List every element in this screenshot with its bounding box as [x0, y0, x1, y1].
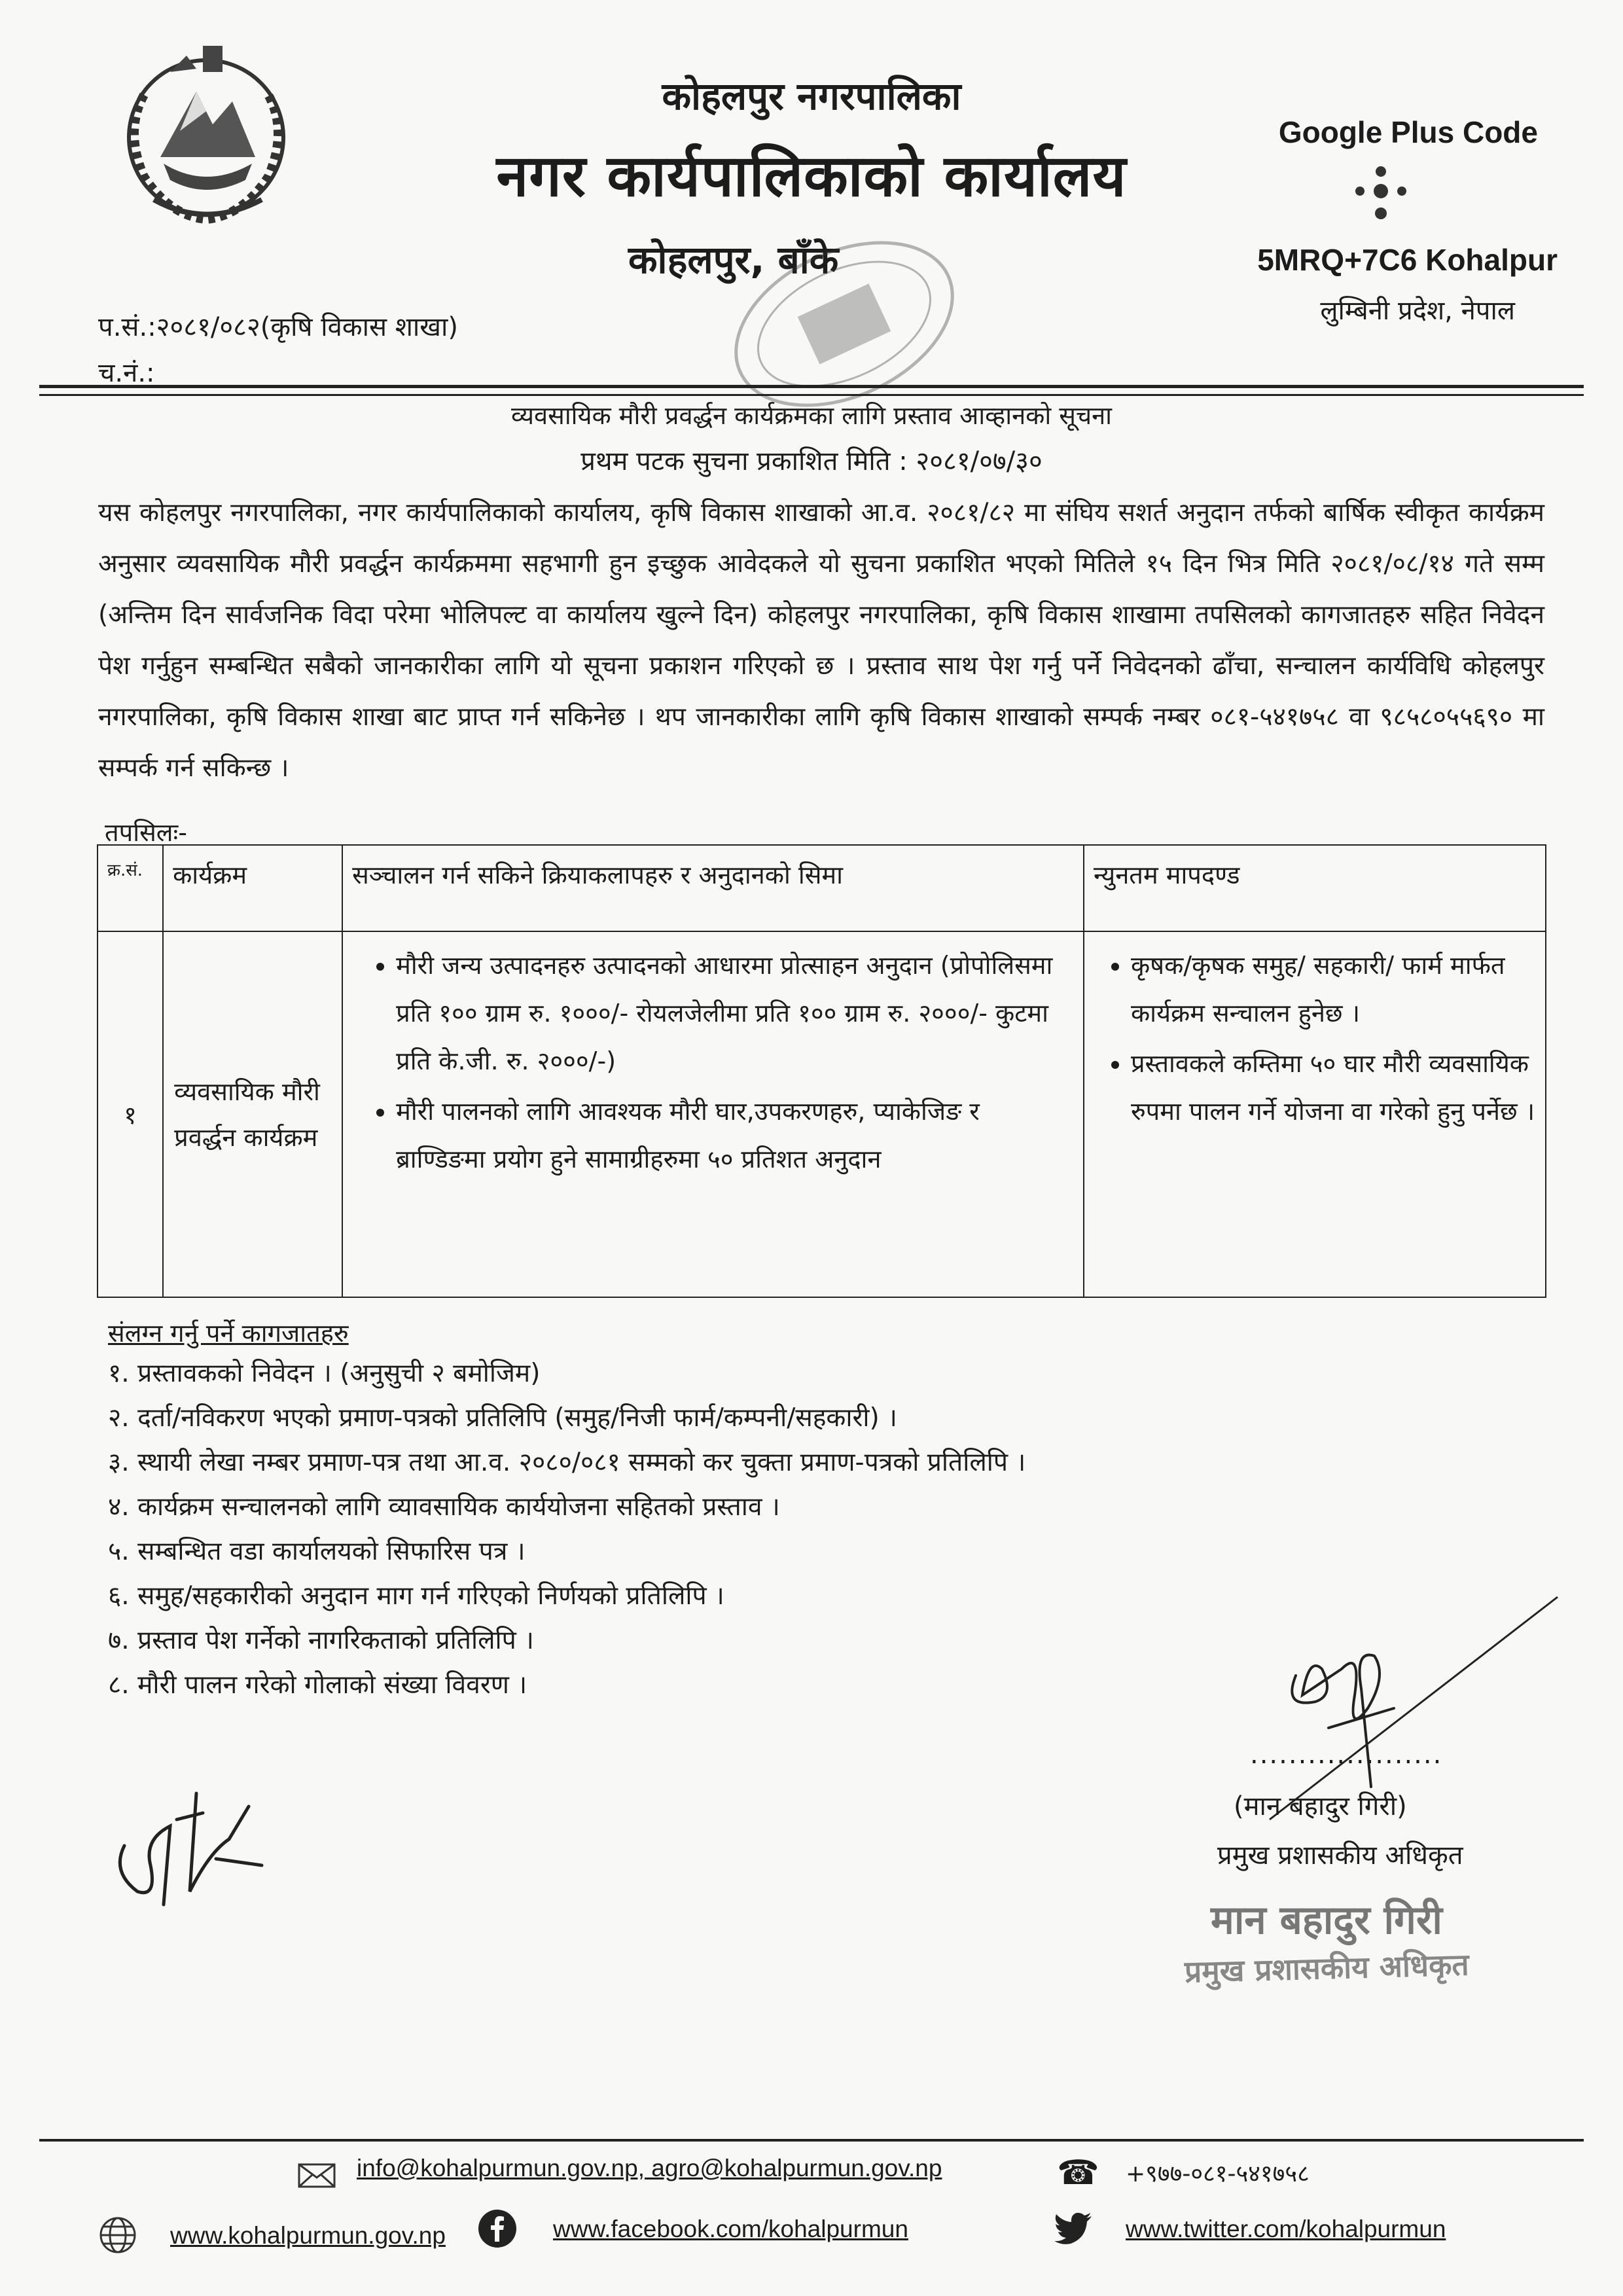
list-item: • मौरी जन्य उत्पादनहरु उत्पादनको आधारमा प्रोत्साहन अनुदान (प्रोपोलिसमा प्रति १०० ग्राम रु. १०००/- रोयलजेलीमा प्रति १०० ग्राम रु. २०००/- कुटमा प्रति के.जी. रु. २०००/-)	[396, 942, 1076, 1085]
table-header-row	[98, 845, 1546, 931]
table-header-cell: सञ्चालन गर्न सकिने क्रियाकलापहरु र अनुदानको सिमा	[342, 845, 1084, 931]
table-header-cell: क्र.सं.	[98, 845, 163, 931]
signatory-name: (मान बहादुर गिरी)	[1234, 1791, 1407, 1821]
telephone-icon: ☎	[1057, 2153, 1099, 2193]
details-label: तपसिलः-	[105, 818, 187, 847]
phone-number: +९७७-०८१-५४१७५८	[1126, 2161, 1310, 2187]
list-item: ३. स्थायी लेखा नम्बर प्रमाण-पत्र तथा आ.व. २०८०/०८१ सम्मको कर चुक्ता प्रमाण-पत्रको प्रतिलिपि ।	[108, 1448, 1026, 1477]
plus-code-dots-icon	[1348, 164, 1414, 229]
title-stamp: प्रमुख प्रशासकीय अधिकृत	[1184, 1946, 1470, 1990]
header-divider	[39, 394, 1584, 396]
notice-body: यस कोहलपुर नगरपालिका, नगर कार्यपालिकाको कार्यालय, कृषि विकास शाखाको आ.व. २०८१/८२ मा संघिय सशर्त अनुदान तर्फको बार्षिक स्वीकृत कार्यक्रम अनुसार व्यवसायिक मौरी प्रवर्द्धन कार्यक्रममा सहभागी हुन इच्छुक आवेदकले यो सुचना प्रकाशित भएको मितिले १५ दिन भित्र मिति २०८१/०८/१४ गते सम्म (अन्तिम दिन सार्वजनिक विदा परेमा भोलिपल्ट वा कार्यालय खुल्ने दिन) कोहलपुर नगरपालिका, कृषि विकास शाखामा तपसिलको कागजातहरु सहित निवेदन पेश गर्नुहुन सम्बन्धित सबैको जानकारीका लागि यो सूचना प्रकाशन गरिएको छ । प्रस्ताव साथ पेश गर्नु पर्ने निवेदनको ढाँचा, सन्चालन कार्यविधि कोहलपुर नगरपालिका, कृषि विकास शाखा बाट प्राप्त गर्न सकिनेछ । थप जानकारीका लागि कृषि विकास शाखाको सम्पर्क नम्बर ०८१-५४१७५८ वा ९८५८०५५६९० मा सम्पर्क गर्न सकिन्छ ।	[98, 498, 1544, 783]
list-item: ४. कार्यक्रम सन्चालनको लागि व्यावसायिक कार्ययोजना सहितको प्रस्ताव ।	[108, 1492, 780, 1522]
reference-number: प.सं.:२०८१/०८२(कृषि विकास शाखा)	[98, 312, 458, 342]
envelope-icon	[298, 2163, 336, 2188]
list-item: • कृषक/कृषक समुह/ सहकारी/ फार्म मार्फत कार्यक्रम सन्चालन हुनेछ ।	[1131, 942, 1538, 1037]
office-name: नगर कार्यपालिकाको कार्यालय	[496, 142, 1127, 209]
table-header-cell: न्युनतम मापदण्ड	[1084, 845, 1546, 931]
activities-cell	[342, 931, 1084, 1297]
office-location: कोहलपुर, बाँके	[628, 238, 839, 282]
list-item: • प्रस्तावकले कम्तिमा ५० घार मौरी व्यवसायिक रुपमा पालन गर्ने योजना वा गरेको हुनु पर्नेछ ।	[1131, 1040, 1538, 1136]
list-item: ५. सम्बन्धित वडा कार्यालयको सिफारिस पत्र ।	[108, 1537, 526, 1566]
list-item: २. दर्ता/नविकरण भएको प्रमाण-पत्रको प्रतिलिपि (समुह/निजी फार्म/कम्पनी/सहकारी) ।	[108, 1403, 897, 1433]
signatory-title: प्रमुख प्रशासकीय अधिकृत	[1217, 1840, 1463, 1871]
email-link[interactable]: info@kohalpurmun.gov.np, agro@kohalpurmun.gov.np	[357, 2155, 942, 2181]
signature-line: ....................	[1250, 1740, 1443, 1770]
footer-divider	[39, 2139, 1584, 2142]
list-item: ७. प्रस्ताव पेश गर्नेको नागरिकताको प्रतिलिपि ।	[108, 1626, 534, 1655]
plus-code-title: Google Plus Code	[1278, 115, 1538, 149]
criteria-cell	[1084, 931, 1546, 1297]
province: लुम्बिनी प्रदेश, नेपाल	[1320, 296, 1515, 326]
attachments-heading: संलग्न गर्नु पर्ने कागजातहरु	[108, 1319, 349, 1348]
plus-code: 5MRQ+7C6 Kohalpur	[1257, 243, 1558, 277]
facebook-link[interactable]: www.facebook.com/kohalpurmun	[553, 2215, 908, 2242]
header-divider	[39, 385, 1584, 388]
dispatch-number: च.नं.:	[98, 358, 155, 388]
program-cell: व्यवसायिक मौरी प्रवर्द्धन कार्यक्रम	[163, 931, 342, 1297]
list-item: • मौरी पालनको लागि आवश्यक मौरी घार,उपकरणहरु, प्याकेजिङ र ब्राण्डिङमा प्रयोग हुने सामाग्रीहरुमा ५० प्रतिशत अनुदान	[396, 1088, 1076, 1183]
twitter-icon	[1054, 2212, 1093, 2245]
facebook-icon	[478, 2209, 517, 2248]
name-stamp: मान बहादुर गिरी	[1211, 1897, 1442, 1943]
notice-subject: व्यवसायिक मौरी प्रवर्द्धन कार्यक्रमका लागि प्रस्ताव आव्हानको सूचना	[510, 401, 1113, 430]
list-item: ६. समुह/सहकारीको अनुदान माग गर्न गरिएको निर्णयको प्रतिलिपि ।	[108, 1581, 724, 1611]
table-header-cell: कार्यक्रम	[163, 845, 342, 931]
globe-icon	[98, 2215, 137, 2255]
handwritten-initials	[98, 1767, 281, 1918]
program-table	[97, 844, 1546, 1298]
website-link[interactable]: www.kohalpurmun.gov.np	[170, 2222, 446, 2249]
table-row	[98, 931, 1546, 1297]
twitter-link[interactable]: www.twitter.com/kohalpurmun	[1126, 2215, 1446, 2242]
list-item: ८. मौरी पालन गरेको गोलाको संख्या विवरण ।	[108, 1670, 527, 1700]
municipality-name: कोहलपुर नगरपालिका	[662, 74, 961, 118]
attachments-list	[108, 1352, 1026, 1708]
publish-date: प्रथम पटक सुचना प्रकाशित मिति : २०८१/०७/३०	[580, 446, 1043, 476]
list-item: १. प्रस्तावकको निवेदन । (अनुसुची २ बमोजिम)	[108, 1359, 541, 1388]
serial-number-cell: १	[98, 931, 163, 1297]
